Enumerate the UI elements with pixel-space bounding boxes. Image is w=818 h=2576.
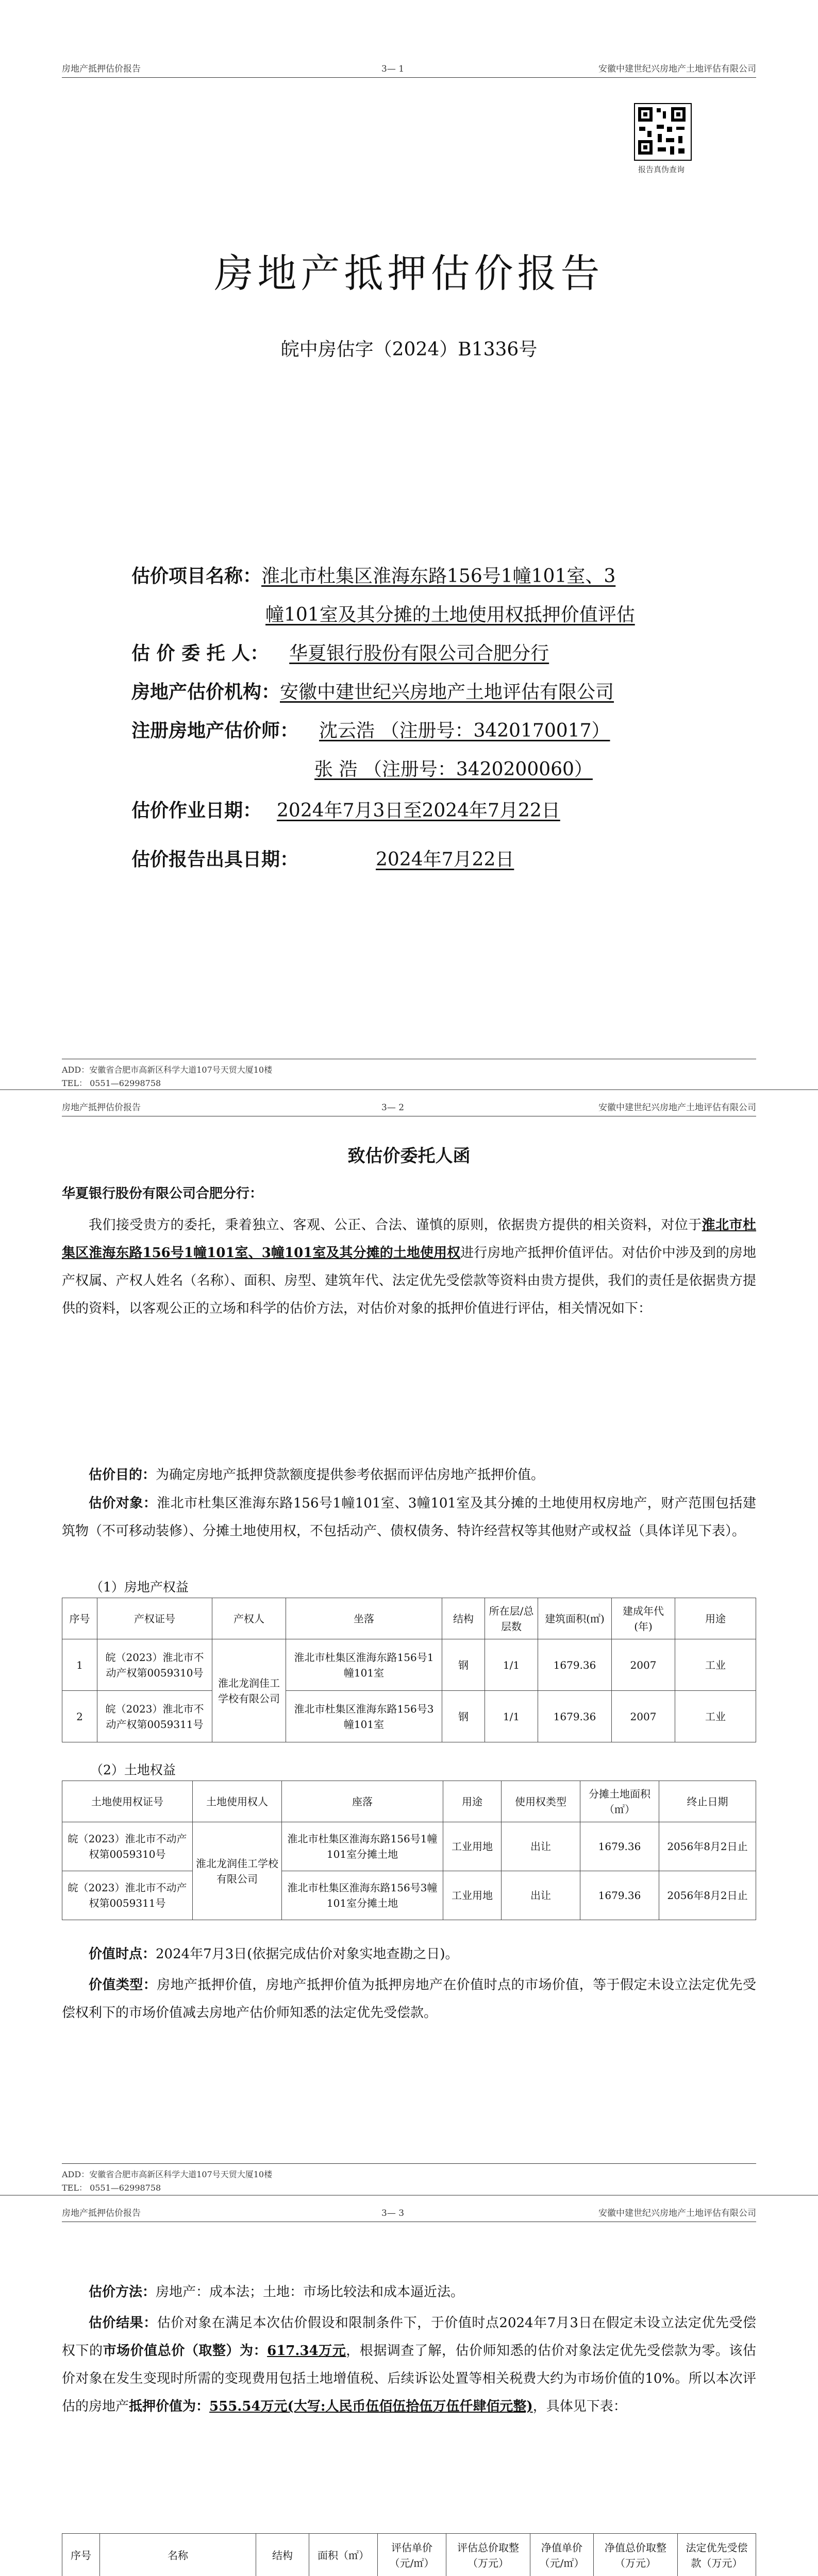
t1-cell: 淮北市杜集区淮海东路156号3幢101室 bbox=[286, 1691, 442, 1742]
object-text: 淮北市杜集区淮海东路156号1幢101室、3幢101室及其分摊的土地使用权房地产，财产范围包括建筑物（不可移动装修）、分摊土地使用权，不包括动产、债权债务、特许经营权等其他财产或权益（具体详见下表）。 bbox=[62, 1496, 756, 1539]
letter-intro bbox=[62, 1211, 756, 1323]
page-footer bbox=[62, 2163, 756, 2195]
t2-cell: 淮北市杜集区淮海东路156号3幢101室分摊土地 bbox=[282, 1871, 443, 1920]
t1-header: 坐落 bbox=[286, 1598, 442, 1639]
issue-date-row bbox=[131, 845, 514, 871]
t2-cell: 工业用地 bbox=[443, 1822, 502, 1871]
t1-cell: 1679.36 bbox=[538, 1639, 612, 1691]
footer-phone: TEL： 0551—62998758 bbox=[62, 1078, 161, 1088]
intro-text-a: 我们接受贵方的委托，秉着独立、客观、公正、合法、谨慎的原则，依据贵方提供的相关资料，对位于 bbox=[89, 1217, 702, 1233]
method-paragraph bbox=[62, 2278, 756, 2306]
t3-header: 净值总价取整（万元） bbox=[594, 2534, 678, 2576]
page-header bbox=[62, 2201, 756, 2222]
t1-cell: 2 bbox=[62, 1691, 97, 1742]
page-header bbox=[62, 1095, 756, 1116]
org-row bbox=[131, 677, 614, 704]
project-name-row bbox=[131, 562, 615, 588]
t1-header: 用途 bbox=[675, 1598, 756, 1639]
page-footer bbox=[62, 1059, 756, 1090]
land-rights-table bbox=[62, 1781, 756, 1920]
header-page-number: 3— 3 bbox=[381, 2208, 405, 2218]
t2-cell: 工业用地 bbox=[443, 1871, 502, 1920]
result-paragraph bbox=[62, 2309, 756, 2420]
t2-cell: 出让 bbox=[502, 1871, 580, 1920]
table1-caption: （1）房地产权益 bbox=[90, 1580, 189, 1595]
t2-header: 分摊土地面积（㎡） bbox=[580, 1781, 659, 1822]
value-date-text: 2024年7月3日(依据完成估价对象实地查勘之日)。 bbox=[156, 1946, 459, 1962]
report-doc-number: 皖中房估字（2024）B1336号 bbox=[280, 339, 538, 360]
value-date-label: 价值时点： bbox=[89, 1946, 156, 1962]
value-date-paragraph bbox=[62, 1940, 756, 1968]
period-value: 2024年7月3日至2024年7月22日 bbox=[277, 800, 560, 821]
t1-cell: 工业 bbox=[675, 1639, 756, 1691]
t3-header: 面积（㎡） bbox=[309, 2534, 378, 2576]
client-label: 估 价 委 托 人： bbox=[131, 642, 269, 664]
t2-cell: 出让 bbox=[502, 1822, 580, 1871]
t2-cell: 皖（2023）淮北市不动产权第0059310号 bbox=[62, 1822, 193, 1871]
result-text-a: 估价对象在满足本次估价假设和限制条件下，于价值时点2024年7月3日在假定未设立法定优先受偿权下的 bbox=[62, 2315, 756, 2359]
t3-header: 名称 bbox=[100, 2534, 256, 2576]
footer-phone: TEL： 0551—62998758 bbox=[62, 2183, 161, 2193]
market-value-amount: 617.34万元 bbox=[267, 2343, 346, 2359]
value-type-label: 价值类型： bbox=[89, 1977, 157, 1993]
t1-header: 产权人 bbox=[212, 1598, 286, 1639]
intro-property-address: 淮北市杜集区淮海东路156号1幢101室、3幢101室及其分摊的土地使用权 bbox=[62, 1217, 756, 1261]
purpose-label: 估价目的： bbox=[89, 1467, 156, 1483]
table2-caption: （2）土地权益 bbox=[90, 1762, 176, 1777]
period-label: 估价作业日期： bbox=[131, 800, 262, 821]
project-name-line1: 淮北市杜集区淮海东路156号1幢101室、3 bbox=[261, 566, 616, 587]
property-rights-table bbox=[62, 1598, 756, 1742]
value-type-text: 房地产抵押价值，房地产抵押价值为抵押房地产在价值时点的市场价值，等于假定未设立法定优先受偿权利下的市场价值减去房地产估价师知悉的法定优先受偿款。 bbox=[62, 1977, 756, 2021]
org-value: 安徽中建世纪兴房地产土地评估有限公司 bbox=[280, 682, 614, 703]
page-1 bbox=[0, 0, 818, 1090]
t3-header: 评估总价取整（万元） bbox=[446, 2534, 530, 2576]
mortgage-value-label: 抵押价值为： bbox=[129, 2399, 210, 2414]
t1-cell: 2007 bbox=[612, 1639, 675, 1691]
period-row bbox=[131, 796, 560, 822]
appraiser-label: 注册房地产估价师： bbox=[131, 720, 299, 741]
project-name-row-2 bbox=[265, 600, 635, 626]
header-page-number: 3— 2 bbox=[381, 1103, 405, 1113]
t1-header: 建成年代(年) bbox=[612, 1598, 675, 1639]
intro-text-c: 进行房地产抵押价值评估。对估价中涉及到的房地产权属、产权人姓名（名称）、面积、房型、建筑年代、法定优先受偿款等资料由贵方提供，我们的责任是依据贵方提供的资料，以客观公正的立场和科学的估价方法，对估价对象的抵押价值进行评估，相关情况如下： bbox=[62, 1245, 756, 1316]
method-text: 房地产：成本法；土地：市场比较法和成本逼近法。 bbox=[156, 2284, 464, 2300]
t3-header: 结构 bbox=[256, 2534, 309, 2576]
page-3 bbox=[0, 2196, 818, 2576]
appraiser-2: 张 浩 （注册号：3420200060） bbox=[314, 759, 593, 780]
page-header bbox=[62, 57, 756, 78]
t2-cell: 皖（2023）淮北市不动产权第0059311号 bbox=[62, 1871, 193, 1920]
purpose-paragraph bbox=[62, 1461, 756, 1489]
t1-cell: 1679.36 bbox=[538, 1691, 612, 1742]
t2-cell: 淮北市杜集区淮海东路156号1幢101室分摊土地 bbox=[282, 1822, 443, 1871]
t1-header: 结构 bbox=[442, 1598, 485, 1639]
footer-address: ADD：安徽省合肥市高新区科学大道107号天贸大厦10楼 bbox=[62, 2170, 273, 2179]
appraiser-row-1 bbox=[131, 716, 610, 742]
letter-addressee: 华夏银行股份有限公司合肥分行： bbox=[62, 1186, 263, 1201]
letter-title: 致估价委托人函 bbox=[347, 1146, 471, 1166]
t2-cell: 2056年8月2日止 bbox=[659, 1822, 756, 1871]
result-text-c: ，具体见下表： bbox=[532, 2399, 627, 2414]
t3-header: 净值单价（元/㎡） bbox=[530, 2534, 594, 2576]
t2-header: 用途 bbox=[443, 1781, 502, 1822]
t1-header: 产权证号 bbox=[97, 1598, 212, 1639]
qr-code[interactable] bbox=[634, 103, 692, 161]
t2-cell: 1679.36 bbox=[580, 1822, 659, 1871]
client-row bbox=[131, 639, 549, 665]
t1-cell: 皖（2023）淮北市不动产权第0059310号 bbox=[97, 1639, 212, 1691]
appraiser-row-2 bbox=[314, 755, 593, 781]
t2-header: 土地使用权人 bbox=[193, 1781, 282, 1822]
t3-header: 评估单价（元/㎡） bbox=[378, 2534, 446, 2576]
issue-date-value: 2024年7月22日 bbox=[376, 849, 514, 870]
t2-cell: 2056年8月2日止 bbox=[659, 1871, 756, 1920]
header-company: 安徽中建世纪兴房地产土地评估有限公司 bbox=[598, 2208, 756, 2218]
t2-header: 使用权类型 bbox=[502, 1781, 580, 1822]
t2-cell: 1679.36 bbox=[580, 1871, 659, 1920]
project-name-line2: 幢101室及其分摊的土地使用权抵押价值评估 bbox=[265, 604, 635, 625]
t1-cell: 1/1 bbox=[485, 1691, 538, 1742]
org-label: 房地产估价机构： bbox=[131, 681, 280, 703]
header-report-name: 房地产抵押估价报告 bbox=[62, 64, 141, 74]
t1-cell: 皖（2023）淮北市不动产权第0059311号 bbox=[97, 1691, 212, 1742]
t1-cell: 工业 bbox=[675, 1691, 756, 1742]
mortgage-value-amount: 555.54万元(大写:人民币伍佰伍拾伍万伍仟肆佰元整) bbox=[209, 2399, 533, 2414]
t2-header: 座落 bbox=[282, 1781, 443, 1822]
t3-header: 法定优先受偿款（万元） bbox=[678, 2534, 756, 2576]
project-name-label: 估价项目名称： bbox=[131, 565, 262, 587]
page-2 bbox=[0, 1090, 818, 2195]
value-type-paragraph bbox=[62, 1971, 756, 2027]
valuation-results-table bbox=[62, 2533, 756, 2576]
t1-cell: 钢 bbox=[442, 1639, 485, 1691]
t1-header: 序号 bbox=[62, 1598, 97, 1639]
t1-cell: 1/1 bbox=[485, 1639, 538, 1691]
t2-header: 终止日期 bbox=[659, 1781, 756, 1822]
report-title: 房地产抵押估价报告 bbox=[214, 250, 604, 296]
result-label: 估价结果： bbox=[89, 2315, 157, 2331]
method-label: 估价方法： bbox=[89, 2284, 156, 2300]
market-value-label: 市场价值总价（取整）为： bbox=[103, 2343, 268, 2359]
footer-address: ADD：安徽省合肥市高新区科学大道107号天贸大厦10楼 bbox=[62, 1065, 273, 1075]
t1-cell: 淮北市杜集区淮海东路156号1幢101室 bbox=[286, 1639, 442, 1691]
t1-header: 所在层/总层数 bbox=[485, 1598, 538, 1639]
t2-owner-cell: 淮北龙润佳工学校有限公司 bbox=[193, 1822, 282, 1920]
header-page-number: 3— 1 bbox=[381, 64, 405, 74]
header-report-name: 房地产抵押估价报告 bbox=[62, 2208, 141, 2218]
issue-date-label: 估价报告出具日期： bbox=[131, 849, 299, 870]
t1-owner-cell: 淮北龙润佳工学校有限公司 bbox=[212, 1639, 286, 1742]
qr-label: 报告真伪查询 bbox=[638, 165, 685, 174]
purpose-text: 为确定房地产抵押贷款额度提供参考依据而评估房地产抵押价值。 bbox=[156, 1467, 545, 1483]
result-text-b: ，根据调查了解，估价师知悉的估价对象法定优先受偿款为零。该估价对象在发生变现时所需的变现费用包括土地增值税、后续诉讼处置等相关税费大约为市场价值的10%。所以本次评估的房地产 bbox=[62, 2343, 756, 2414]
t3-header: 序号 bbox=[62, 2534, 100, 2576]
t1-cell: 钢 bbox=[442, 1691, 485, 1742]
t2-header: 土地使用权证号 bbox=[62, 1781, 193, 1822]
appraiser-1: 沈云浩 （注册号：3420170017） bbox=[319, 720, 610, 741]
t1-cell: 1 bbox=[62, 1639, 97, 1691]
header-company: 安徽中建世纪兴房地产土地评估有限公司 bbox=[598, 1103, 756, 1113]
client-value: 华夏银行股份有限公司合肥分行 bbox=[289, 643, 549, 664]
header-report-name: 房地产抵押估价报告 bbox=[62, 1103, 141, 1113]
header-company: 安徽中建世纪兴房地产土地评估有限公司 bbox=[598, 64, 756, 74]
object-paragraph bbox=[62, 1489, 756, 1545]
t1-cell: 2007 bbox=[612, 1691, 675, 1742]
t1-header: 建筑面积(㎡) bbox=[538, 1598, 612, 1639]
object-label: 估价对象： bbox=[89, 1496, 157, 1511]
